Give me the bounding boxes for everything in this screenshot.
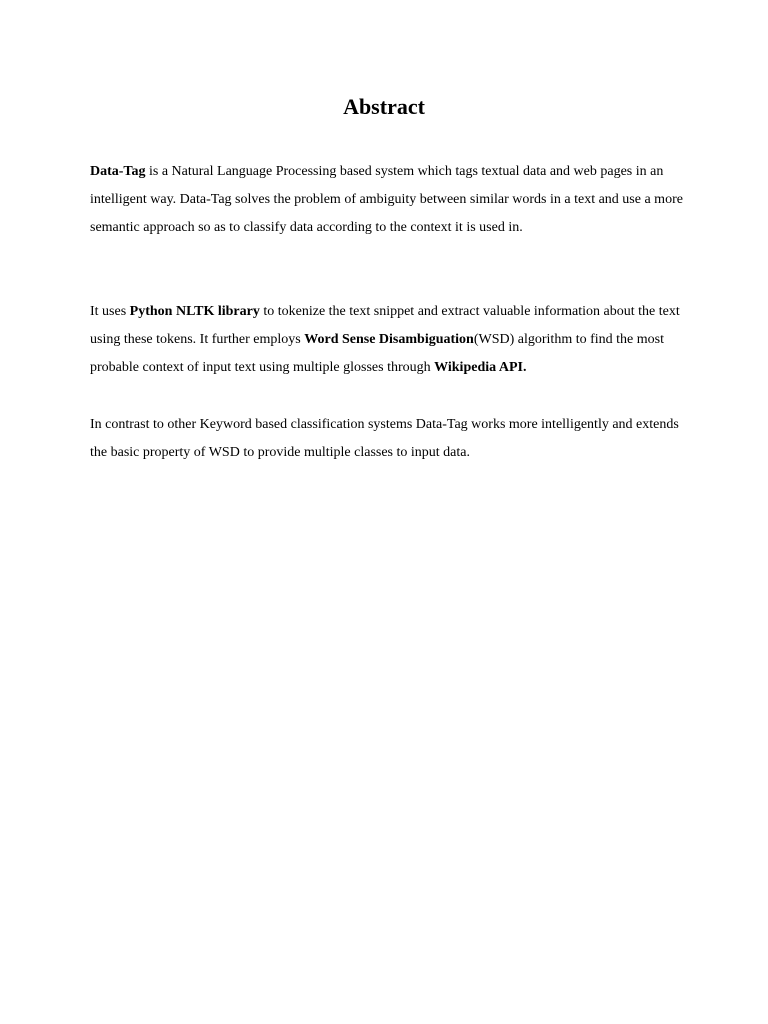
paragraph-text: is a Natural Language Processing based system which tags textual data and web pages in an intelligent way. Data-Tag solves the problem of ambiguity between similar words in a text and use a more semantic approach so as to classify data according to the context it is used in. — [90, 164, 683, 235]
abstract-paragraph-1 — [90, 158, 690, 242]
term-wikipedia-api: Wikipedia API. — [434, 360, 527, 375]
paragraph-text: In contrast to other Keyword based classification systems Data-Tag works more intelligently and extends the basic property of WSD to provide multiple classes to input data. — [90, 417, 679, 460]
paragraph-text: It uses — [90, 304, 130, 319]
paragraph-text: to tokenize the text snippet and extract valuable information about the text using these tokens. It further employs — [90, 304, 680, 347]
term-wsd: Word Sense Disambiguation — [304, 332, 474, 347]
page-title: Abstract — [343, 94, 425, 119]
abstract-paragraph-2 — [90, 298, 690, 382]
paragraph-text: (WSD) algorithm to find the most probable context of input text using multiple glosses through — [90, 332, 664, 375]
term-python-nltk: Python NLTK library — [129, 304, 260, 319]
term-data-tag: Data-Tag — [90, 164, 146, 179]
abstract-paragraph-3 — [90, 411, 690, 467]
